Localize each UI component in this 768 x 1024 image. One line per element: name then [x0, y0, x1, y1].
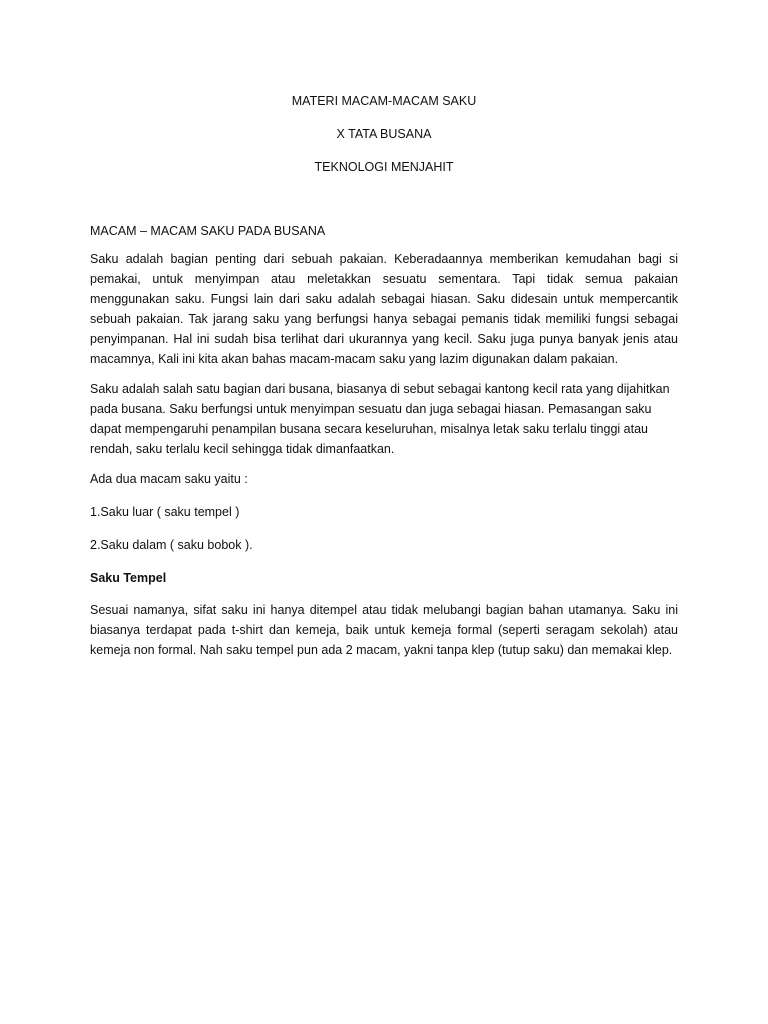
- paragraph-intro: Saku adalah bagian penting dari sebuah pakaian. Keberadaannya memberikan kemudahan bagi si pemakai, untuk menyimpan atau meletakkan sesuatu sementara. Tapi tidak semua pakaian menggunakan saku. Fungsi lain dari saku adalah sebagai hiasan. Saku didesain untuk mempercantik sebuah pakaian. Tak jarang saku yang berfungsi hanya sebagai pemanis tidak memiliki fungsi sebagai penyimpanan. Hal ini sudah bisa terlihat dari ukurannya yang kecil. Saku juga punya banyak jenis atau macamnya, Kali ini kita akan bahas macam-macam saku yang lazim digunakan dalam pakaian.: [90, 252, 678, 366]
- type-item-1: 1.Saku luar ( saku tempel ): [90, 505, 240, 519]
- subject-line: TEKNOLOGI MENJAHIT: [314, 160, 454, 174]
- paragraph-saku-tempel: Sesuai namanya, sifat saku ini hanya ditempel atau tidak melubangi bagian bahan utamanya. Saku ini biasanya terdapat pada t-shirt dan kemeja, baik untuk kemeja formal (seperti seragam sekolah) atau kemeja non formal. Nah saku tempel pun ada 2 macam, yakni tanpa klep (tutup saku) dan memakai klep.: [90, 603, 678, 657]
- paragraph-definition: Saku adalah salah satu bagian dari busana, biasanya di sebut sebagai kantong kecil rata yang dijahitkan pada busana. Saku berfungsi untuk menyimpan sesuatu dan juga sebagai hiasan. Pemasangan saku dapat mempengaruhi penampilan busana secara keseluruhan, misalnya letak saku terlalu tinggi atau rendah, saku terlalu kecil sehingga tidak dimanfaatkan.: [90, 382, 670, 456]
- subheading-saku-tempel: Saku Tempel: [90, 571, 167, 585]
- document-body: [90, 92, 678, 670]
- types-intro: Ada dua macam saku yaitu :: [90, 472, 248, 486]
- document-title: MATERI MACAM-MACAM SAKU: [291, 94, 477, 108]
- section-heading: MACAM – MACAM SAKU PADA BUSANA: [90, 224, 326, 238]
- type-item-2: 2.Saku dalam ( saku bobok ).: [90, 538, 253, 552]
- class-line: X TATA BUSANA: [336, 127, 432, 141]
